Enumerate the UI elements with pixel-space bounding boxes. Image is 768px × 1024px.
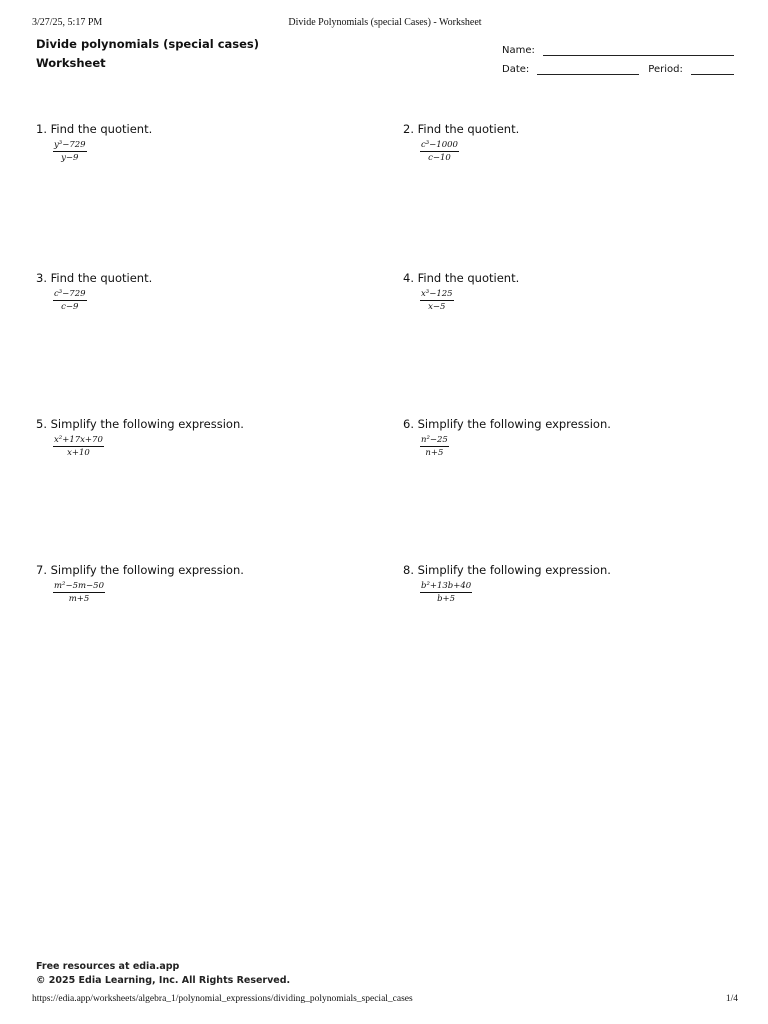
fraction-expression: [420, 289, 454, 312]
footer-resources-text: Free resources at edia.app: [36, 961, 180, 972]
print-url: https://edia.app/worksheets/algebra_1/polynomial_expressions/dividing_polynomials_special_cases: [32, 994, 413, 1004]
footer-credits: [36, 960, 290, 988]
fraction-expression: [420, 581, 472, 604]
fraction-denominator: x−5: [428, 302, 446, 312]
name-label: Name:: [502, 45, 535, 56]
print-document-title: Divide Polynomials (special Cases) - Worksheet: [288, 17, 482, 28]
period-field[interactable]: [691, 62, 734, 75]
date-field[interactable]: [537, 62, 639, 75]
fraction-expression: [420, 140, 459, 163]
fraction-denominator: n+5: [425, 448, 444, 458]
fraction-denominator: y−9: [61, 153, 79, 163]
footer-copyright-text: © 2025 Edia Learning, Inc. All Rights Reserved.: [36, 975, 291, 986]
fraction-denominator: c−10: [428, 153, 451, 163]
problem-prompt: 3. Find the quotient.: [36, 271, 153, 285]
problem-prompt: 5. Simplify the following expression.: [36, 417, 244, 431]
problem-6: [403, 417, 723, 458]
student-info-fields: [502, 37, 734, 75]
worksheet-title: [36, 35, 259, 73]
fraction-denominator: x+10: [67, 448, 90, 458]
worksheet-title-line2: Worksheet: [36, 56, 106, 70]
fraction-numerator: b²+13b+40: [421, 581, 472, 591]
fraction-denominator: b+5: [437, 594, 456, 604]
fraction-numerator: n²−25: [421, 435, 448, 445]
fraction-expression: [53, 435, 104, 458]
date-label: Date:: [502, 64, 530, 75]
fraction-denominator: c−9: [61, 302, 79, 312]
fraction-numerator: c³−729: [54, 289, 86, 299]
problem-3: [36, 271, 356, 312]
date-period-row: [502, 56, 734, 75]
fraction-numerator: x³−125: [421, 289, 453, 299]
fraction-numerator: m²−5m−50: [54, 581, 104, 591]
fraction-expression: [53, 581, 105, 604]
fraction-numerator: x²+17x+70: [54, 435, 103, 445]
problem-7: [36, 563, 356, 604]
problem-1: [36, 122, 356, 163]
print-footer: [32, 994, 738, 1008]
problem-prompt: 7. Simplify the following expression.: [36, 563, 244, 577]
print-timestamp: 3/27/25, 5:17 PM: [32, 17, 103, 28]
problem-prompt: 8. Simplify the following expression.: [403, 563, 611, 577]
problem-8: [403, 563, 723, 604]
fraction-expression: [53, 140, 87, 163]
worksheet-title-line1: Divide polynomials (special cases): [36, 37, 260, 51]
fraction-expression: [420, 435, 449, 458]
period-label: Period:: [648, 64, 683, 75]
fraction-expression: [53, 289, 87, 312]
problem-2: [403, 122, 723, 163]
problem-prompt: 6. Simplify the following expression.: [403, 417, 611, 431]
name-row: [502, 37, 734, 56]
problem-4: [403, 271, 723, 312]
problem-prompt: 4. Find the quotient.: [403, 271, 520, 285]
page-number: 1/4: [725, 994, 738, 1004]
fraction-denominator: m+5: [68, 594, 90, 604]
print-header: [32, 17, 738, 31]
problem-5: [36, 417, 356, 458]
problem-prompt: 1. Find the quotient.: [36, 122, 153, 136]
fraction-numerator: y³−729: [54, 140, 86, 150]
fraction-numerator: c³−1000: [421, 140, 458, 150]
problem-prompt: 2. Find the quotient.: [403, 122, 520, 136]
name-field[interactable]: [543, 43, 734, 56]
